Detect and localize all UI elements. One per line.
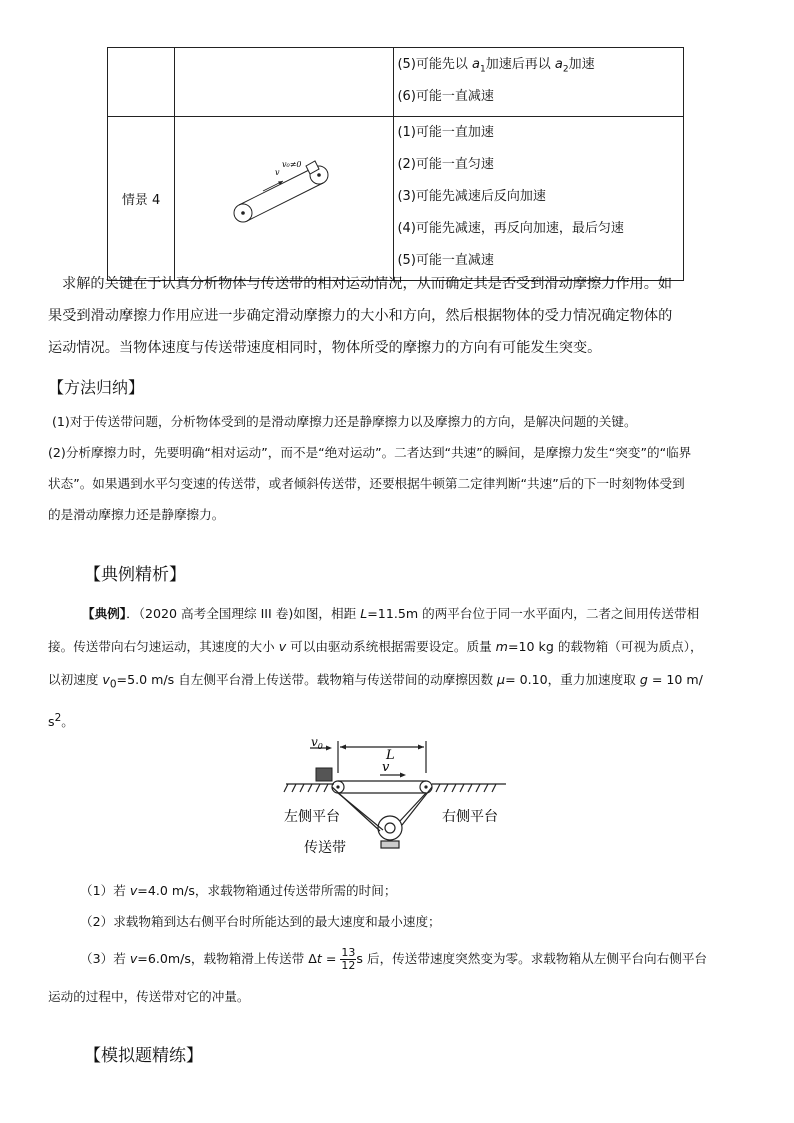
cargo-box xyxy=(316,768,332,781)
list-item: (2)可能一直匀速 xyxy=(397,157,494,172)
questions-block xyxy=(48,875,758,1012)
items-cell xyxy=(394,117,684,281)
fraction: $\frac{13}{12}$ xyxy=(341,946,356,972)
method-heading: 【方法归纳】 xyxy=(48,378,145,397)
items-cell xyxy=(394,48,684,117)
scenario-table xyxy=(107,47,684,281)
method-paragraph xyxy=(48,406,758,530)
summary-line: 运动情况。当物体速度与传送带速度相同时，物体所受的摩擦力的方向有可能发生突变。 xyxy=(48,340,602,356)
question-item: （1）若 v=4.0 m/s，求载物箱通过传送带所需的时间； xyxy=(80,883,397,898)
method-line: (2)分析摩擦力时，先要明确“相对运动”，而不是“绝对运动”。二者达到“共速”的瞬间，是摩擦力发生“突变”的“临界 xyxy=(48,445,692,460)
example-line: $s^2$。 xyxy=(48,711,74,729)
v-label: v xyxy=(275,168,280,177)
example-line: 接。传送带向右匀速运动，其速度的大小 v 可以由驱动系统根据需要设定。质量 m=10 kg 的载物箱（可视为质点）， xyxy=(48,639,703,654)
method-line: 状态”。如果遇到水平匀变速的传送带，或者倾斜传送带，还要根据牛顿第二定律判断“共速”后的下一时刻物体受到 xyxy=(48,476,685,491)
method-line: (1)对于传送带问题，分析物体受到的是滑动摩擦力还是静摩擦力以及摩擦力的方向，是解决问题的关键。 xyxy=(52,414,637,429)
v0-label: $v_0$ xyxy=(311,735,323,751)
scenario-cell: 情景 4 xyxy=(108,117,175,281)
method-line: 的是滑动摩擦力还是静摩擦力。 xyxy=(48,507,225,522)
example-line: 以初速度 $v_0=5.0$ m/s 自左侧平台滑上传送带。载物箱与传送带间的动摩擦因数 μ= 0.10，重力加速度取 g = 10 m/ xyxy=(48,672,703,691)
list-item: (5)可能先以 $a_1$加速后再以 $a_2$加速 xyxy=(397,57,595,75)
right-platform-label: 右侧平台 xyxy=(442,809,498,825)
question-item: （2）求载物箱到达右侧平台时所能达到的最大速度和最小速度； xyxy=(80,914,441,929)
list-item: (3)可能先减速后反向加速 xyxy=(397,189,546,204)
table-row xyxy=(108,48,684,117)
list-item: (1)可能一直加速 xyxy=(397,125,494,140)
summary-line: 求解的关键在于认真分析物体与传送带的相对运动情况，从而确定其是否受到滑动摩擦力作用。如 xyxy=(62,276,673,292)
question-item: 运动的过程中，传送带对它的冲量。 xyxy=(48,989,250,1004)
example-line: 【典例】．（2020 高考全国理综 III 卷)如图，相距 L=11.5m 的两平台位于同一水平面内，二者之间用传送带相 xyxy=(82,606,700,621)
question-item: （3）若 v=6.0m/s，载物箱滑上传送带 Δt = $\frac{13}{12}$ s 后，传送带速度突然变为零。求载物箱从左侧平台向右侧平台 xyxy=(80,946,708,972)
list-item: (4)可能先减速，再反向加速，最后匀速 xyxy=(397,221,624,236)
v0-label: v₀≠0 xyxy=(282,160,302,169)
list-item: (6)可能一直减速 xyxy=(397,89,494,104)
summary-line: 果受到滑动摩擦力作用应进一步确定滑动摩擦力的大小和方向，然后根据物体的受力情况确定物体的 xyxy=(48,308,673,324)
l-label: L xyxy=(386,748,395,763)
inclined-belt-figure xyxy=(175,117,394,274)
left-platform-label: 左侧平台 xyxy=(284,809,340,825)
example-paragraph xyxy=(48,597,758,738)
list-item: (5)可能一直减速 xyxy=(397,253,494,268)
conveyor-figure xyxy=(280,735,515,860)
summary-paragraph xyxy=(48,268,758,364)
figure-cell xyxy=(175,117,394,281)
example-heading: 【典例精析】 xyxy=(84,565,186,585)
v-label: v xyxy=(382,760,390,775)
figure-cell xyxy=(175,48,394,117)
practice-heading: 【模拟题精练】 xyxy=(84,1046,203,1066)
belt-label: 传送带 xyxy=(304,840,346,856)
scenario-cell xyxy=(108,48,175,117)
table-row xyxy=(108,117,684,281)
